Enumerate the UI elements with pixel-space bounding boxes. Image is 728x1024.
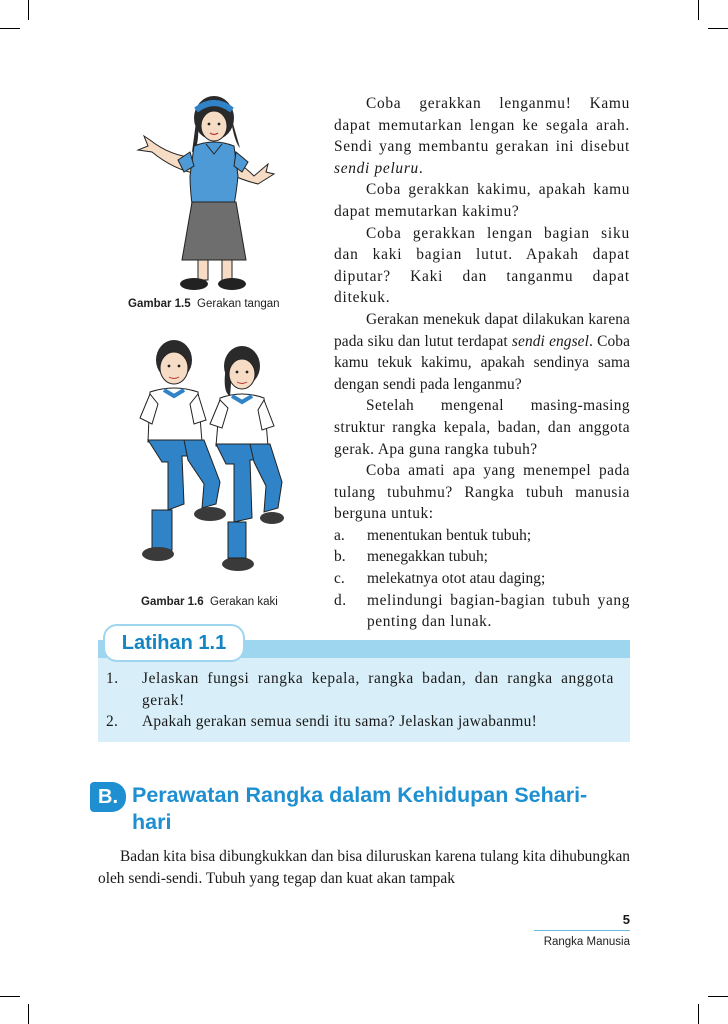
paragraph: Coba gerakkan kakimu, apakah kamu dapat memutarkan kakimu? (334, 181, 630, 220)
girl-arm-movement-illustration (130, 92, 280, 297)
list-text: melindungi bagian-bagian tubuh yang penting dan lunak. (367, 591, 630, 631)
paragraph: Coba amati apa yang menempel pada tulang tubuhmu? Rangka tubuh manusia berguna untuk: (334, 462, 630, 523)
term-sendi-engsel: sendi engsel (511, 332, 589, 350)
kids-leg-movement-illustration (122, 332, 284, 584)
figure-number: Gambar 1.6 (141, 596, 204, 608)
function-list (334, 525, 630, 633)
figure-caption-text: Gerakan kaki (210, 596, 278, 608)
section-paragraph: Badan kita bisa dibungkukkan dan bisa diluruskan karena tulang kita dihubungkan oleh sendi-sendi. Tubuh yang tegap dan kuat akan tampak (98, 848, 630, 887)
term-sendi-peluru: sendi peluru (334, 159, 419, 177)
list-item (334, 525, 630, 547)
figure-caption (141, 596, 278, 608)
list-item (334, 568, 630, 590)
crop-mark (28, 1004, 29, 1024)
body-text-column (334, 93, 630, 633)
figure-number: Gambar 1.5 (128, 298, 191, 310)
list-text: menentukan bentuk tubuh; (367, 526, 532, 544)
crop-mark (28, 0, 29, 20)
crop-mark (698, 1004, 699, 1024)
latihan-questions (106, 668, 614, 733)
paragraph-text: Gerakan menekuk dapat dilakukan karena pada siku dan lutut terdapat (334, 310, 630, 350)
crop-mark (698, 0, 699, 20)
latihan-question (106, 668, 614, 711)
crop-mark (0, 996, 20, 997)
list-text: melekatnya otot atau daging; (367, 570, 546, 588)
footer-rule (534, 930, 630, 931)
paragraph: Coba gerakkan lengan bagian siku dan kaki bagian lutut. Apakah dapat diputar? Kaki dan tanganmu dapat ditekuk. (334, 224, 630, 307)
paragraph-text: Coba gerakkan lenganmu! Kamu dapat memutarkan lengan ke segala arah. Sendi yang membantu gerakan ini disebut (334, 95, 630, 156)
list-marker: a. (334, 526, 345, 544)
crop-mark (708, 996, 728, 997)
list-item (334, 590, 630, 633)
list-item (334, 546, 630, 568)
paragraph: Setelah mengenal masing-masing struktur rangka kepala, badan, dan anggota gerak. Apa guna rangka tubuh? (334, 397, 630, 458)
list-marker: d. (334, 591, 347, 609)
paragraph-text: . (418, 159, 424, 177)
running-title: Rangka Manusia (543, 936, 630, 948)
latihan-question (106, 711, 614, 733)
section-title: Perawatan Rangka dalam Kehidupan Sehari-hari (132, 783, 588, 834)
latihan-title: Latihan 1.1 (103, 624, 245, 662)
list-marker: c. (334, 570, 345, 588)
page-number: 5 (622, 912, 630, 927)
crop-mark (0, 28, 20, 29)
list-marker: b. (334, 548, 346, 566)
list-text: menegakkan tubuh; (367, 548, 488, 566)
question-number: 2. (106, 713, 119, 731)
section-badge: B. (90, 782, 126, 812)
question-text: Jelaskan fungsi rangka kepala, rangka badan, dan rangka anggota gerak! (142, 670, 614, 709)
paragraph-text: . Coba kamu tekuk kakimu, apakah sendinya sama dengan sendi pada lenganmu? (334, 332, 630, 393)
question-text: Apakah gerakan semua sendi itu sama? Jelaskan jawabanmu! (142, 713, 538, 731)
figure-caption (128, 298, 280, 310)
question-number: 1. (106, 670, 119, 687)
paragraph (334, 93, 630, 179)
paragraph (334, 309, 630, 395)
crop-mark (708, 28, 728, 29)
figure-caption-text: Gerakan tangan (197, 298, 280, 310)
